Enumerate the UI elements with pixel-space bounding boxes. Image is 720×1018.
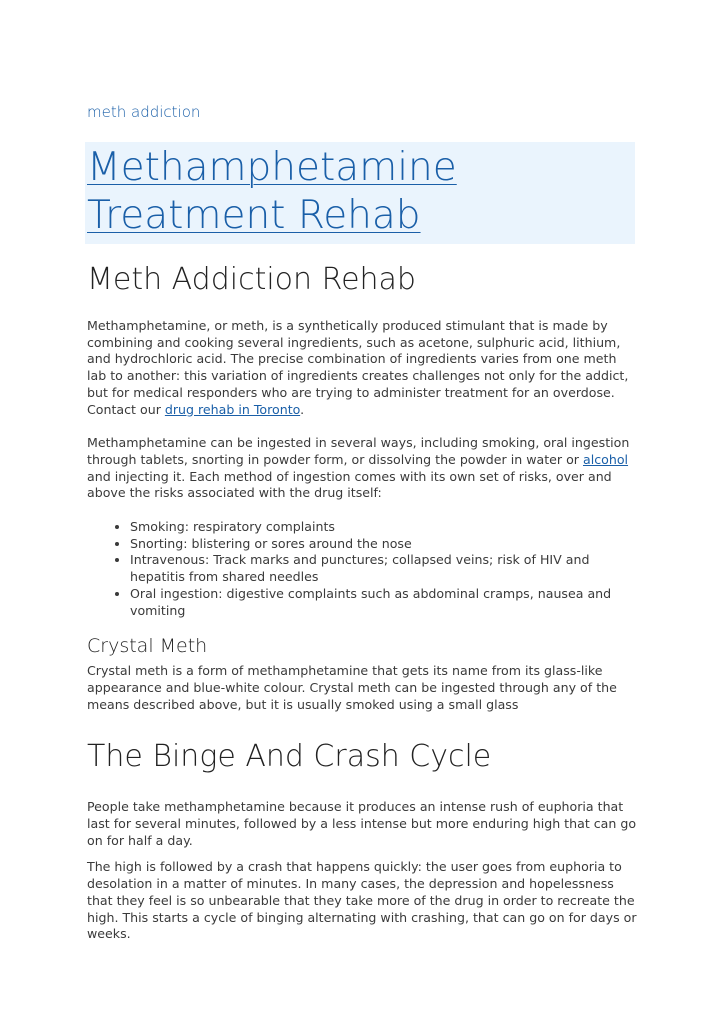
- paragraph-ingestion: [87, 435, 637, 502]
- heading-binge-crash: The Binge And Crash Cycle: [87, 739, 492, 775]
- alcohol-link[interactable]: alcohol: [583, 451, 629, 467]
- paragraph-binge-1: People take methamphetamine because it produces an intense rush of euphoria that last for several minutes, followed by a less intense but more enduring high that can go on for half a day.: [87, 799, 637, 848]
- title-highlight: [85, 142, 635, 244]
- paragraph-intro-text: Methamphetamine, or meth, is a synthetically produced stimulant that is made by combining and cooking several ingredients, such as acetone, sulphuric acid, lithium, and hydrochloric acid. The precise combination of ingredients varies from one meth lab to another: this variation of ingredients creates challenges not only for the addict, but for medical responders who are trying to administer treatment for an overdose. Contact our: [87, 318, 629, 417]
- heading-meth-addiction-rehab: Meth Addiction Rehab: [87, 262, 416, 297]
- paragraph-intro-end: .: [300, 401, 305, 417]
- list-item: • Snorting: blistering or sores around the nose: [130, 536, 637, 553]
- paragraph-ingestion-end: and injecting it. Each method of ingestion comes with its own set of risks, over and above the risks associated with the drug itself:: [87, 468, 612, 501]
- heading-crystal-meth: Crystal Meth: [87, 635, 208, 658]
- category-label: meth addiction: [87, 103, 201, 121]
- list-item: • Oral ingestion: digestive complaints such as abdominal cramps, nausea and vomiting: [130, 586, 637, 619]
- article: [87, 100, 637, 960]
- list-item: • Smoking: respiratory complaints: [130, 519, 637, 536]
- paragraph-intro: [87, 318, 637, 418]
- page-title-link[interactable]: Methamphetamine Treatment Rehab: [87, 145, 457, 238]
- paragraph-crystal: Crystal meth is a form of methamphetamine that gets its name from its glass-like appearance and blue-white colour. Crystal meth can be ingested through any of the means described above, but it is usually smoked using a small glass: [87, 663, 617, 712]
- paragraph-ingestion-text: Methamphetamine can be ingested in several ways, including smoking, oral ingestion through tablets, snorting in powder form, or dissolving the powder in water or: [87, 435, 630, 467]
- list-item: • Intravenous: Track marks and punctures; collapsed veins; risk of HIV and hepatitis from shared needles: [130, 552, 637, 585]
- paragraph-binge-2: The high is followed by a crash that happens quickly: the user goes from euphoria to desolation in a matter of minutes. In many cases, the depression and hopelessness that they feel is so unbearable that they take more of the drug in order to recreate the high. This starts a cycle of binging alternating with crashing, that can go on for days or weeks.: [87, 859, 637, 942]
- drug-rehab-toronto-link[interactable]: drug rehab in Toronto: [164, 401, 301, 417]
- risk-list: [87, 519, 637, 619]
